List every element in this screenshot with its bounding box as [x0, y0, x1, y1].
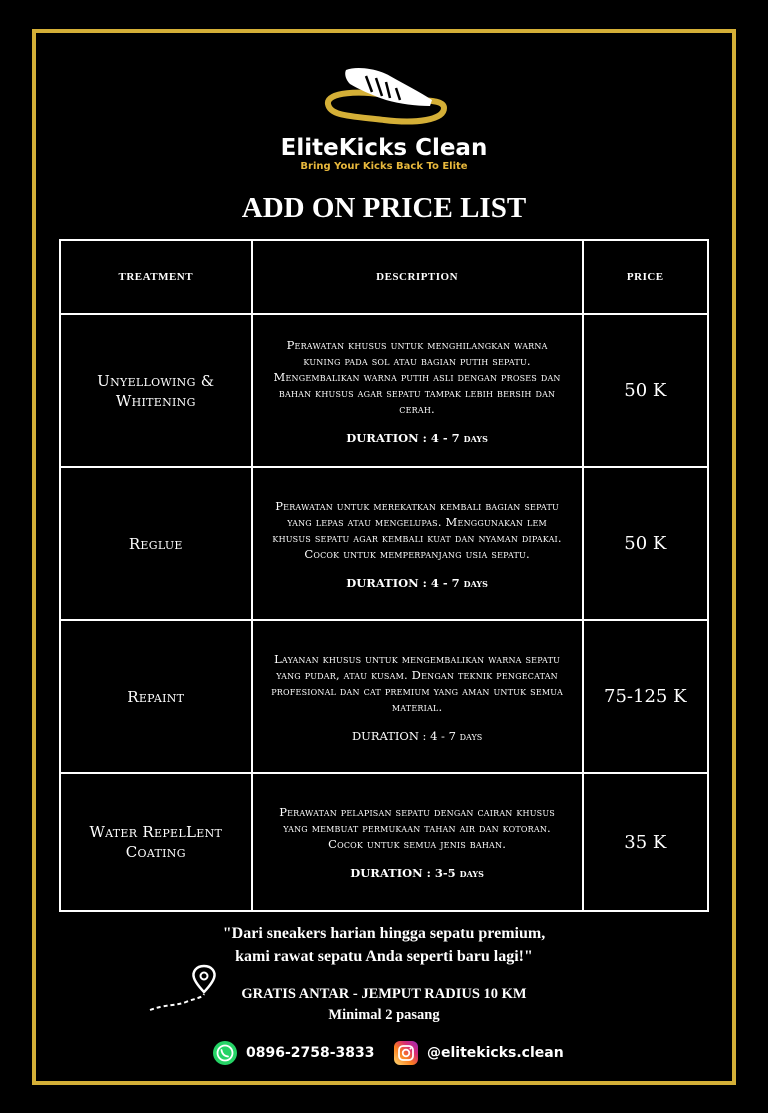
- instagram-handle: @elitekicks.clean: [427, 1045, 564, 1061]
- duration-text: DURATION : 3-5 days: [350, 866, 484, 880]
- description-cell: [252, 314, 583, 467]
- treatment-name-cont: Coating: [125, 843, 186, 861]
- table-header-row: [60, 240, 708, 314]
- header-description: DESCRIPTION: [252, 240, 583, 314]
- treatment-cell: [60, 314, 252, 467]
- treatment-cell: [60, 467, 252, 620]
- price-table: [59, 239, 709, 912]
- price-cell: 50 K: [583, 467, 708, 620]
- description-cell: [252, 467, 583, 620]
- treatment-cell: [60, 773, 252, 911]
- treatment-name-cont: Whitening: [115, 391, 196, 410]
- treatment-name: Reglue: [128, 534, 183, 553]
- duration-text: DURATION : 4 - 7 days: [346, 575, 488, 590]
- description-text: Perawatan khusus untuk menghilangkan warna kuning pada sol atau bagian putih sepatu. Mengembalikan warna putih asli dengan proses dan bahan khusus agar sepatu tampak lebih bersih dan cerah.: [273, 337, 561, 416]
- description-cell: [252, 620, 583, 773]
- page-title: ADD ON PRICE LIST: [241, 192, 527, 224]
- header-treatment: TREATMENT: [60, 240, 252, 314]
- duration-text: DURATION : 4 - 7 days: [346, 430, 488, 445]
- brand-name: EliteKicks Clean: [280, 135, 488, 161]
- treatment-cell: [60, 620, 252, 773]
- quote: [0, 922, 768, 968]
- sneaker-icon: [320, 62, 450, 132]
- duration-text: DURATION : 4 - 7 days: [351, 728, 483, 743]
- header-price: PRICE: [583, 240, 708, 314]
- treatment-name: Water RepelLent: [89, 823, 223, 841]
- table-row: [60, 314, 708, 467]
- description-text: Layanan khusus untuk mengembalikan warna sepatu yang pudar, atau kusam. Dengan teknik pengecatan profesional dan cat premium yang aman untuk semua material.: [271, 651, 563, 714]
- table-row: [60, 773, 708, 911]
- phone-contact[interactable]: [212, 1039, 375, 1067]
- brand-tagline: Bring Your Kicks Back To Elite: [300, 161, 468, 172]
- table-row: [60, 620, 708, 773]
- whatsapp-icon: [212, 1040, 238, 1066]
- quote-line: kami rawat sepatu Anda seperti baru lagi!": [235, 948, 533, 965]
- price-cell: 75-125 K: [583, 620, 708, 773]
- price-cell: 35 K: [583, 773, 708, 911]
- description-text: Perawatan pelapisan sepatu dengan cairan khusus yang membuat permukaan tahan air dan kotoran. Cocok untuk semua jenis bahan.: [279, 805, 555, 851]
- description-cell: [252, 773, 583, 911]
- table-row: [60, 467, 708, 620]
- instagram-contact[interactable]: [393, 1039, 564, 1067]
- quote-line: "Dari sneakers harian hingga sepatu premium,: [222, 925, 546, 942]
- delivery-min: Minimal 2 pasang: [328, 1007, 440, 1023]
- instagram-icon: [393, 1040, 419, 1066]
- price-cell: 50 K: [583, 314, 708, 467]
- delivery-info: [0, 984, 768, 1026]
- treatment-name: Repaint: [127, 687, 185, 706]
- phone-number: 0896-2758-3833: [246, 1045, 375, 1061]
- delivery-line: GRATIS ANTAR - JEMPUT RADIUS 10 KM: [241, 986, 527, 1002]
- description-text: Perawatan untuk merekatkan kembali bagian sepatu yang lepas atau mengelupas. Menggunakan lem khusus sepatu agar kembali kuat dan nyaman dipakai. Cocok untuk memperpanjang usia sepatu.: [272, 498, 562, 561]
- treatment-name: Unyellowing &: [97, 371, 215, 390]
